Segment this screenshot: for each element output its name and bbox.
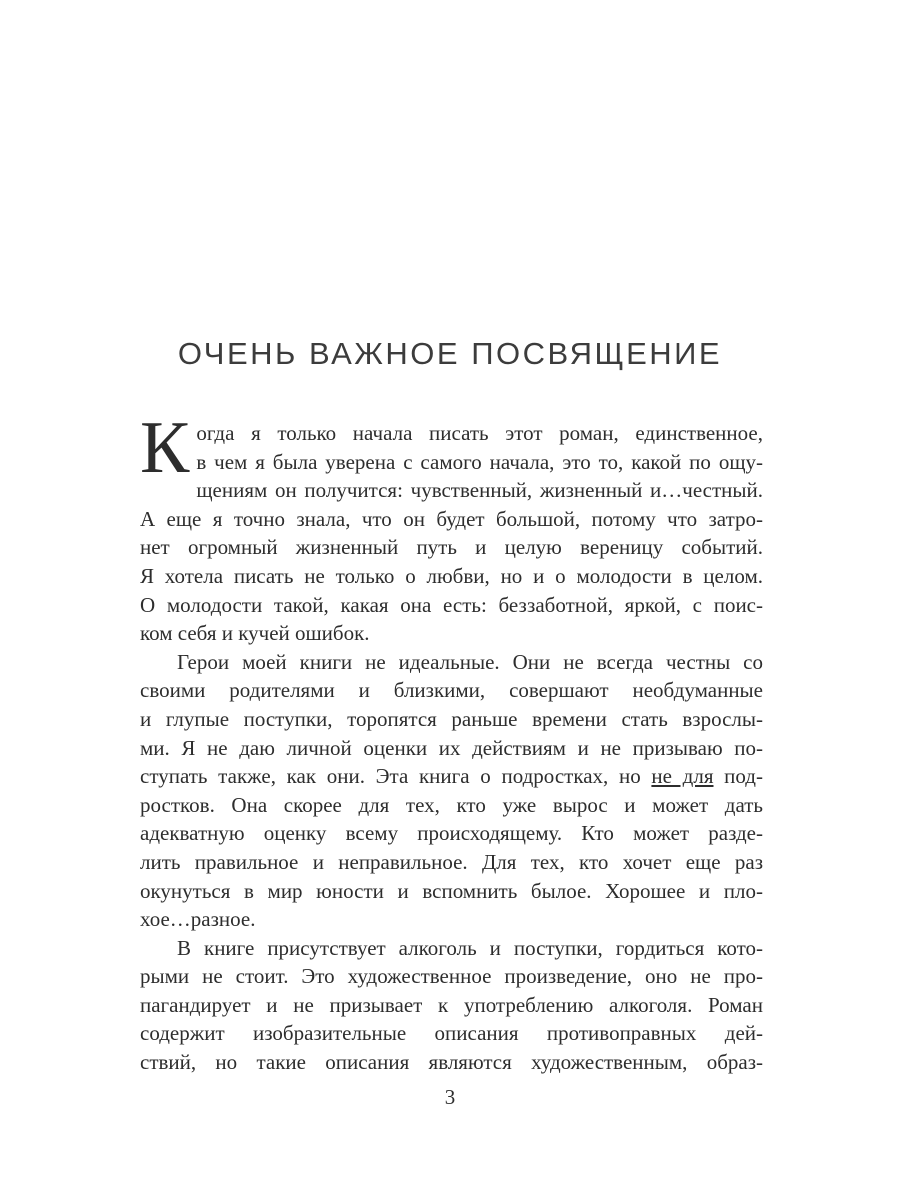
text-line: Герои моей книги не идеальные. Они не всегда честны со bbox=[177, 649, 763, 674]
text-line: ствий, но такие описания являются художественным, образ- bbox=[140, 1050, 763, 1075]
text-line: огда я только начала писать этот роман, единственное, bbox=[196, 421, 763, 445]
text-line: адекватную оценку всему происходящему. Кто может разде- bbox=[140, 821, 763, 846]
text-line: в чем я была уверена с самого начала, это то, какой по ощу- bbox=[196, 449, 763, 474]
text-line: лить правильное и неправильное. Для тех, кто хочет еще раз bbox=[140, 849, 763, 874]
drop-cap: К bbox=[140, 407, 190, 489]
text-line: ми. Я не даю личной оценки их действиям и не призываю по- bbox=[140, 735, 763, 760]
paragraph bbox=[140, 934, 763, 1077]
text-line: ростков. Она скорее для тех, кто уже вырос и может дать bbox=[140, 792, 763, 817]
text-line: О молодости такой, какая она есть: беззаботной, яркой, с поис- bbox=[140, 592, 763, 617]
text-line: окунуться в мир юности и вспомнить былое. Хорошее и пло- bbox=[140, 878, 763, 903]
text-line: пагандирует и не призывает к употреблению алкоголя. Роман bbox=[140, 992, 763, 1017]
text-line: хое…разное. bbox=[140, 907, 256, 932]
page-number: 3 bbox=[444, 1085, 456, 1109]
underlined-text: не для bbox=[651, 764, 714, 789]
text-line: Я хотела писать не только о любви, но и о молодости в целом. bbox=[140, 563, 763, 588]
text-line: и глупые поступки, торопятся раньше времени стать взрослы- bbox=[140, 706, 763, 731]
text-line: В книге присутствует алкоголь и поступки, гордиться кото- bbox=[177, 935, 763, 960]
text-line: своими родителями и близкими, совершают необдуманные bbox=[140, 678, 763, 703]
text-line: А еще я точно знала, что он будет большой, потому что затро- bbox=[140, 506, 763, 531]
paragraph bbox=[140, 648, 763, 934]
text-line: содержит изобразительные описания противоправных дей- bbox=[140, 1021, 763, 1046]
text-line: нет огромный жизненный путь и целую вереницу событий. bbox=[140, 535, 763, 560]
text-line: щениям он получится: чувственный, жизненный и…честный. bbox=[196, 478, 763, 503]
text-line: ступать также, как они. Эта книга о подростках, но не для под- bbox=[140, 764, 763, 789]
chapter-title: ОЧЕНЬ ВАЖНОЕ ПОСВЯЩЕНИЕ bbox=[177, 336, 723, 371]
body-text bbox=[140, 407, 763, 1077]
text-line: ком себя и кучей ошибок. bbox=[140, 621, 370, 646]
text-line: рыми не стоит. Это художественное произведение, оно не про- bbox=[140, 964, 763, 989]
paragraph bbox=[140, 407, 763, 648]
